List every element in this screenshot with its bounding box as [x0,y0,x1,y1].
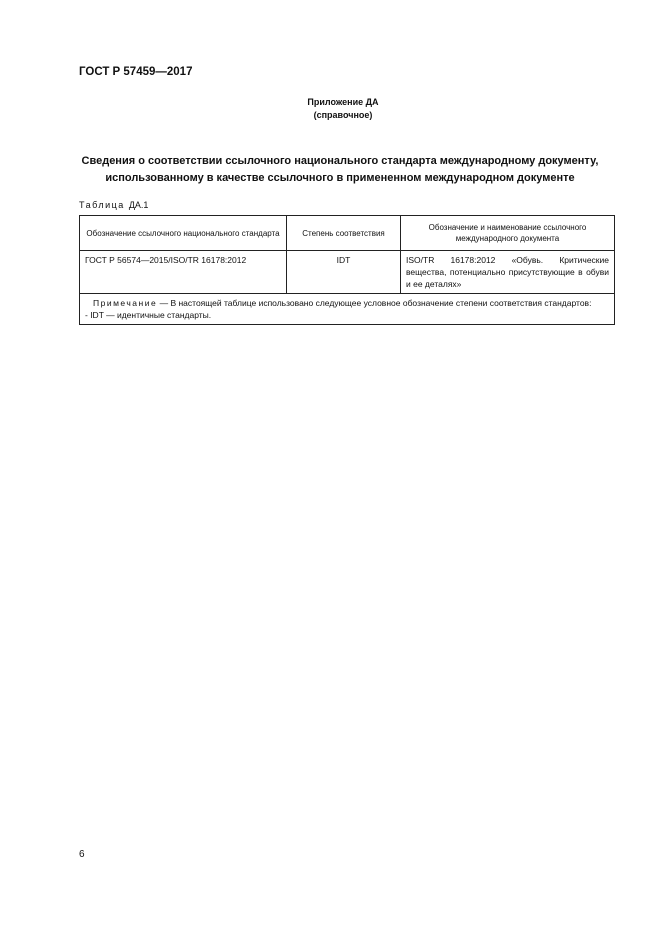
correspondence-table [79,215,615,325]
appendix-header [0,96,661,122]
section-heading-line-2: использованному в качестве ссылочного в примененном международном документе [105,172,575,184]
column-header-international-document: Обозначение и наименование ссылочного международного документа [401,216,615,251]
table-note-row [80,294,615,325]
table-caption-number: ДА.1 [128,200,149,210]
table-header-row [80,216,615,251]
section-heading [70,153,610,187]
cell-national-standard: ГОСТ Р 56574—2015/ISO/TR 16178:2012 [80,251,287,294]
note-label: Примечание [93,298,158,308]
column-header-national-standard: Обозначение ссылочного национального стандарта [80,216,287,251]
cell-international-document: ISO/TR 16178:2012 «Обувь. Критические вещества, потенциально присутствующие в обуви и ее деталях» [401,251,615,294]
appendix-title: Приложение ДА [307,97,379,107]
section-heading-line-1: Сведения о соответствии ссылочного национального стандарта международному документу, [81,155,599,167]
note-text: — В настоящей таблице использовано следующее условное обозначение степени соответствия стандартов: [159,298,592,308]
column-header-degree: Степень соответствия [287,216,401,251]
table-row [80,251,615,294]
appendix-subtitle: (справочное) [313,110,373,120]
note-item: - IDT — идентичные стандарты. [85,310,212,320]
table-caption [79,200,148,210]
table-note [80,294,615,325]
table-caption-label: Таблица [79,200,125,210]
page-number: 6 [79,849,85,860]
standard-code: ГОСТ Р 57459—2017 [79,66,193,78]
cell-degree: IDT [287,251,401,294]
